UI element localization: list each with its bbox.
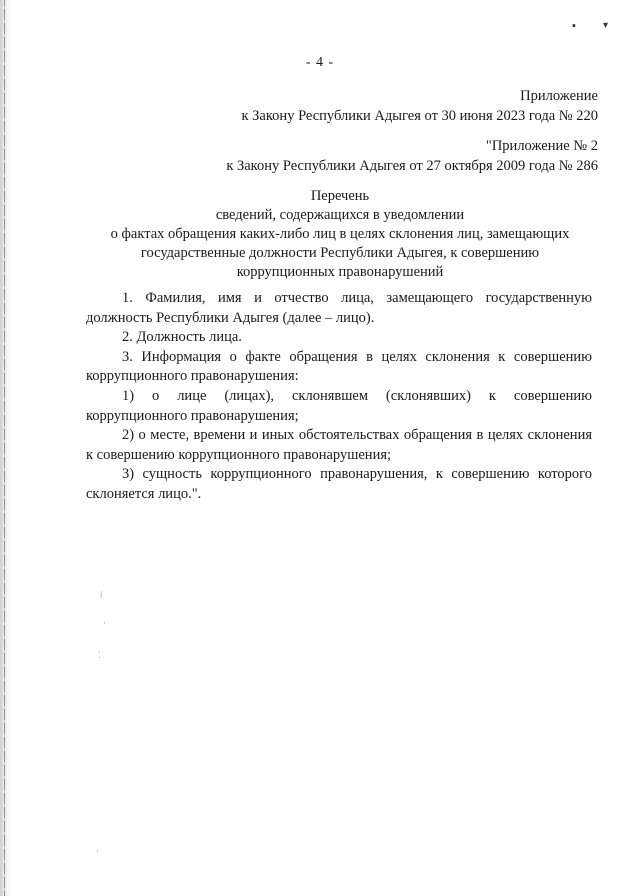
annex-current-label: Приложение <box>520 88 598 104</box>
title-line: сведений, содержащихся в уведомлении <box>215 207 465 223</box>
list-item: 2) о месте, времени и иных обстоятельствах обращения в целях склонения к совершению коррупционного правонарушения; <box>86 427 592 463</box>
list-item: 1. Фамилия, имя и отчество лица, замещающего государственную должность Республики Адыгея (далее – лицо). <box>86 290 592 326</box>
list-body <box>86 289 592 505</box>
title-line: о фактах обращения каких-либо лиц в целях склонения лиц, замещающих <box>110 226 570 242</box>
annex-amended-label: "Приложение № 2 <box>485 138 598 154</box>
title-line: коррупционных правонарушений <box>236 264 444 280</box>
scan-mark: ▪ <box>572 20 576 32</box>
list-item: 1) о лице (лицах), склонявшем (склонявших) к совершению коррупционного правонарушения; <box>86 387 592 424</box>
annex-amended-heading <box>226 136 598 176</box>
scan-speck: · <box>96 846 99 856</box>
title-line: государственные должности Республики Адыгея, к совершению <box>140 245 540 261</box>
scan-mark: ▾ <box>603 20 609 31</box>
document-title <box>70 187 610 282</box>
annex-current-law-ref: к Закону Республики Адыгея от 30 июня 2023 года № 220 <box>241 108 598 124</box>
scan-shadow-edge <box>0 0 12 896</box>
list-item: 3. Информация о факте обращения в целях склонения к совершению коррупционного правонарушения: <box>86 348 592 385</box>
scan-speck: ⁚ <box>98 650 101 660</box>
annex-current-heading <box>242 86 599 126</box>
scan-binding-line <box>4 0 5 896</box>
page-number: - 4 - <box>305 55 335 70</box>
list-item: 3) сущность коррупционного правонарушения, к совершению которого склоняется лицо.". <box>86 466 592 502</box>
list-item: 2. Должность лица. <box>122 329 242 346</box>
annex-amended-law-ref: к Закону Республики Адыгея от 27 октября 2009 года № 286 <box>226 158 598 174</box>
scan-speck: · <box>103 618 106 628</box>
title-line: Перечень <box>310 188 370 204</box>
scan-speck: ⁞ <box>100 590 103 600</box>
